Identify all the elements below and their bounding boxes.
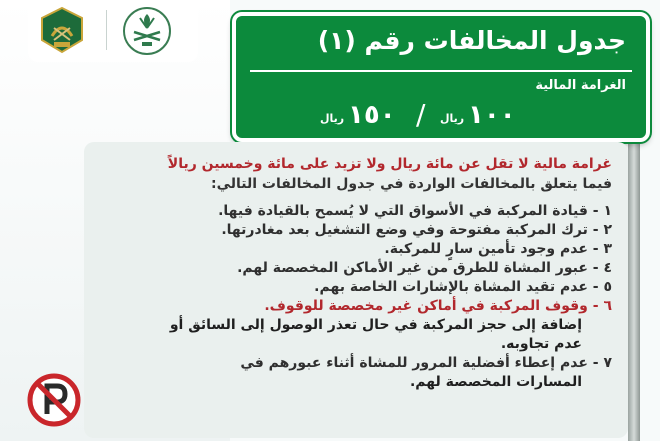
fine-min-value: ١٠٠ (468, 100, 516, 130)
fine-min-unit: ريال (440, 112, 465, 125)
fine-max-value: ١٥٠ (348, 100, 396, 130)
sign-divider (250, 70, 632, 72)
intro-line-1: غرامة مالية لا تقل عن مائة ريال ولا تزيد على مائة وخمسين ريالاً (167, 156, 612, 172)
traffic-police-emblem-icon (38, 6, 86, 54)
violations-panel (84, 142, 628, 438)
list-item-continuation: إضافة إلى حجز المركبة في حال تعذر الوصول إلى السائق أو (169, 317, 582, 333)
list-item: ٧ - عدم إعطاء أفضلية المرور للمشاة أثناء عبورهم في (240, 355, 612, 371)
sign-subtitle: الغرامة المالية (535, 78, 626, 93)
no-parking-icon (26, 372, 82, 428)
fine-separator: / (416, 98, 426, 131)
violation-sign (232, 12, 650, 142)
fine-max-unit: ريال (320, 112, 345, 125)
list-item-continuation: عدم تجاوبه. (500, 336, 582, 352)
list-item: ٤ - عبور المشاة للطرق من غير الأماكن المخصصة لهم. (237, 260, 612, 276)
list-item: ٦ - وقوف المركبة في أماكن غير مخصصة للوقوف. (264, 298, 612, 314)
fine-range (320, 100, 540, 134)
list-item: ١ - قيادة المركبة في الأسواق التي لا يُسمح بالقيادة فيها. (218, 203, 612, 219)
violations-list (102, 202, 612, 392)
intro-text (102, 154, 612, 194)
intro-line-2: فيما يتعلق بالمخالفات الواردة في جدول المخالفات التالي: (210, 176, 612, 192)
list-item: ٢ - ترك المركبة مفتوحة وفي وضع التشغيل بعد مغادرتها. (221, 222, 612, 238)
logos-bar (28, 0, 198, 62)
sign-title: جدول المخالفات رقم (١) (317, 26, 626, 55)
saudi-emblem-icon (122, 6, 172, 56)
logo-divider (106, 10, 107, 50)
list-item: ٥ - عدم تقيد المشاة بالإشارات الخاصة بهم. (314, 279, 612, 295)
list-item: ٣ - عدم وجود تأمين سارٍ للمركبة. (384, 241, 612, 257)
list-item-continuation: المسارات المخصصة لهم. (409, 374, 582, 390)
